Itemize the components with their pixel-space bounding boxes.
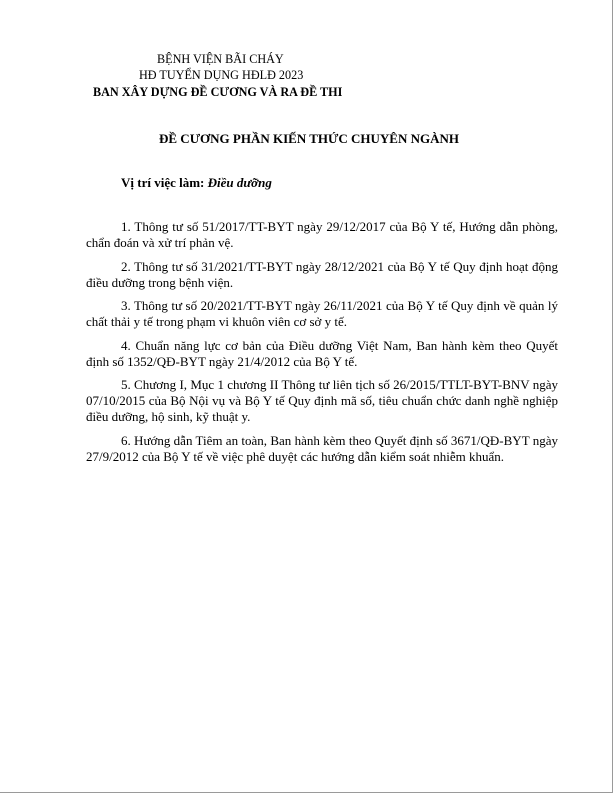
document-title: ĐỀ CƯƠNG PHẦN KIẾN THỨC CHUYÊN NGÀNH — [159, 131, 459, 146]
syllabus-item: 3. Thông tư số 20/2021/TT-BYT ngày 26/11/2021 của Bộ Y tế Quy định về quản lý chất thải y tế trong phạm vi khuôn viên cơ sở y tế. — [86, 298, 558, 329]
syllabus-item: 1. Thông tư số 51/2017/TT-BYT ngày 29/12/2017 của Bộ Y tế, Hướng dẫn phòng, chẩn đoán và xử trí phản vệ. — [86, 219, 558, 250]
exam-committee: BAN XÂY DỰNG ĐỀ CƯƠNG VÀ RA ĐỀ THI — [93, 85, 343, 99]
job-position-value: Điều dưỡng — [207, 175, 272, 190]
hospital-name: BỆNH VIỆN BÃI CHÁY — [157, 52, 284, 66]
syllabus-item: 6. Hướng dẫn Tiêm an toàn, Ban hành kèm theo Quyết định số 3671/QĐ-BYT ngày 27/9/2012 của Bộ Y tế về việc phê duyệt các hướng dẫn kiểm soát nhiễm khuẩn. — [86, 432, 558, 464]
syllabus-item: 4. Chuẩn năng lực cơ bản của Điều dưỡng Việt Nam, Ban hành kèm theo Quyết định số 1352/QĐ-BYT ngày 21/4/2012 của Bộ Y tế. — [86, 337, 558, 369]
syllabus-item: 5. Chương I, Mục 1 chương II Thông tư liên tịch số 26/2015/TTLT-BYT-BNV ngày 07/10/2015 của Bộ Nội vụ và Bộ Y tế Quy định mã số, tiêu chuẩn chức danh nghề nghiệp điều dưỡng, hộ sinh, kỹ thuật y. — [86, 377, 558, 424]
recruitment-council: HĐ TUYỂN DỤNG HĐLĐ 2023 — [139, 68, 304, 82]
job-position — [121, 175, 272, 191]
syllabus-item: 2. Thông tư số 31/2021/TT-BYT ngày 28/12/2021 của Bộ Y tế Quy định hoạt động điều dưỡng trong bệnh viện. — [86, 258, 558, 290]
job-position-label: Vị trí việc làm: — [121, 175, 208, 190]
syllabus-list — [86, 219, 558, 472]
